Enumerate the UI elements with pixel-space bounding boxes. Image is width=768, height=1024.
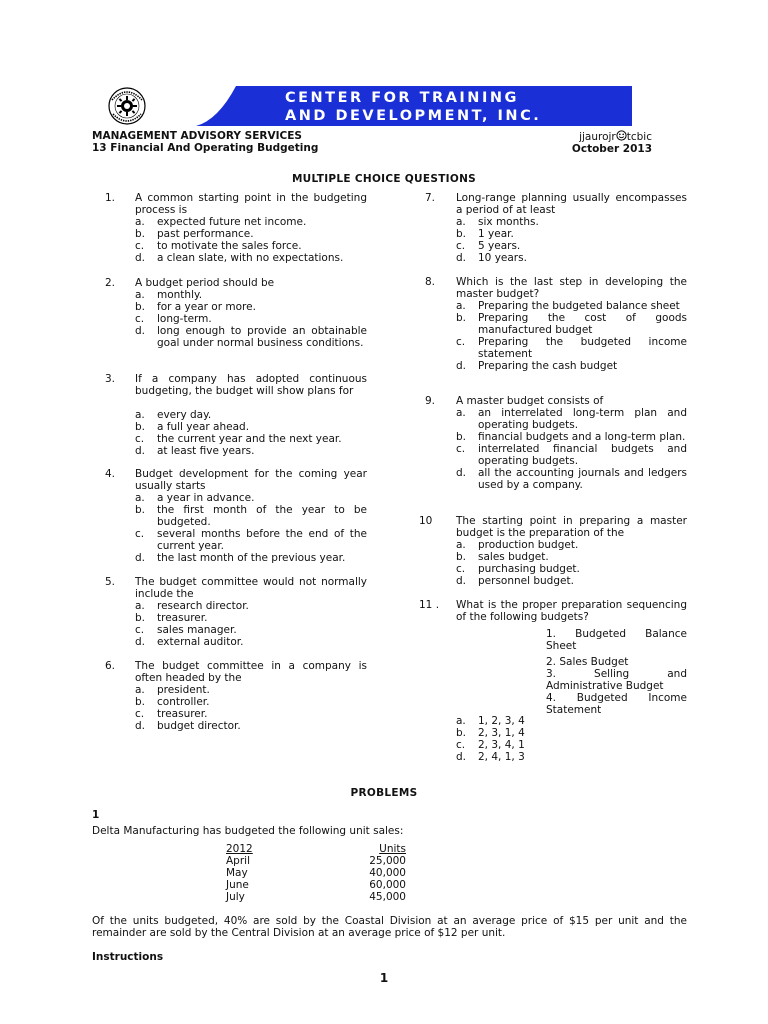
question-stem: The budget committee would not normally include the: [135, 576, 367, 600]
banner-line-2: AND DEVELOPMENT, INC.: [285, 108, 542, 124]
option: b. for a year or more.: [135, 301, 256, 313]
table-row: [226, 891, 406, 903]
option: c. several months before the end of the current year.: [135, 528, 367, 552]
question-stem: Budget development for the coming year usually starts: [135, 468, 367, 492]
budget-item: 4. Budgeted Income Statement: [546, 692, 687, 716]
option-list: [456, 300, 687, 372]
option: a. president.: [135, 684, 210, 696]
option-list: [456, 715, 687, 763]
author-suffix: tcbic: [626, 131, 652, 143]
document-heading: [92, 130, 318, 154]
table-row: [226, 855, 406, 867]
option: b. the first month of the year to be budgeted.: [135, 504, 367, 528]
option: c. sales manager.: [135, 624, 237, 636]
option-list: [456, 539, 687, 587]
author-prefix: jjaurojr: [579, 131, 616, 143]
ctdi-logo: [92, 86, 162, 126]
table-row: [226, 867, 406, 879]
option: d. external auditor.: [135, 636, 244, 648]
course-title: MANAGEMENT ADVISORY SERVICES: [92, 130, 302, 142]
option: c. interrelated financial budgets and operating budgets.: [456, 443, 687, 467]
option-list: [135, 289, 367, 349]
question-number: 9.: [425, 395, 436, 407]
question-number: 3.: [105, 373, 116, 385]
question-number: 1.: [105, 192, 116, 204]
option: d. all the accounting journals and ledgers used by a company.: [456, 467, 687, 491]
budget-item: 1. Budgeted Balance Sheet: [546, 628, 687, 652]
option-list: [135, 600, 367, 648]
option-list: [456, 216, 687, 264]
question-stem: What is the proper preparation sequencing of the following budgets?: [456, 599, 687, 623]
budget-item: 2. Sales Budget: [546, 656, 629, 668]
problem-number: 1: [92, 809, 100, 821]
author-id: [530, 130, 652, 143]
option: d. long enough to provide an obtainable goal under normal business conditions.: [135, 325, 367, 349]
instructions-heading: Instructions: [92, 951, 164, 963]
option: a. six months.: [456, 216, 539, 228]
question-number: 6.: [105, 660, 116, 672]
option-list: [135, 409, 367, 457]
problems-title: PROBLEMS: [350, 787, 418, 799]
option: d. 2, 4, 1, 3: [456, 751, 525, 763]
option: d. the last month of the previous year.: [135, 552, 346, 564]
budget-item: 3. Selling and Administrative Budget: [546, 668, 687, 692]
option: b. financial budgets and a long-term plan.: [456, 431, 686, 443]
budget-sequence-list: [546, 628, 687, 716]
month-cell: June: [226, 879, 249, 891]
banner-line-1: CENTER FOR TRAINING: [285, 90, 519, 106]
option-list: [135, 684, 367, 732]
option: b. past performance.: [135, 228, 254, 240]
question-stem: Which is the last step in developing the master budget?: [456, 276, 687, 300]
units-cell: 25,000: [369, 855, 406, 867]
table-header-row: [226, 843, 406, 855]
table-row: [226, 879, 406, 891]
option: a. Preparing the budgeted balance sheet: [456, 300, 680, 312]
units-cell: 60,000: [369, 879, 406, 891]
question-number: 7.: [425, 192, 436, 204]
option: a. 1, 2, 3, 4: [456, 715, 525, 727]
page-number: 1: [379, 971, 389, 985]
option: c. long-term.: [135, 313, 212, 325]
option: b. sales budget.: [456, 551, 549, 563]
question-stem: A master budget consists of: [456, 395, 604, 407]
question-stem: A common starting point in the budgeting process is: [135, 192, 367, 216]
option: a. research director.: [135, 600, 249, 612]
option: b. 2, 3, 1, 4: [456, 727, 525, 739]
question-stem: Long-range planning usually encompasses a period of at least: [456, 192, 687, 216]
month-cell: July: [226, 891, 245, 903]
question-stem: A budget period should be: [135, 277, 275, 289]
column-header-units: Units: [379, 843, 406, 855]
option-list: [135, 492, 367, 564]
option: a. every day.: [135, 409, 212, 421]
option: d. personnel budget.: [456, 575, 574, 587]
option: c. the current year and the next year.: [135, 433, 342, 445]
option-list: [456, 407, 687, 491]
smiley-icon: [616, 130, 627, 141]
column-header-year: 2012: [226, 843, 253, 855]
option: c. purchasing budget.: [456, 563, 580, 575]
option: d. budget director.: [135, 720, 241, 732]
month-cell: May: [226, 867, 248, 879]
option: b. controller.: [135, 696, 210, 708]
question-stem: If a company has adopted continuous budgeting, the budget will show plans for: [135, 373, 367, 397]
month-cell: April: [226, 855, 250, 867]
option: b. treasurer.: [135, 612, 208, 624]
question-number: 11 .: [419, 599, 440, 611]
problem-paragraph: Of the units budgeted, 40% are sold by the Coastal Division at an average price of $15 per unit and the remainder are sold by the Central Division at an average price of $12 per unit.: [92, 915, 687, 939]
option: d. Preparing the cash budget: [456, 360, 618, 372]
banner-title: [285, 89, 625, 125]
option: c. treasurer.: [135, 708, 208, 720]
mcq-title: MULTIPLE CHOICE QUESTIONS: [291, 173, 477, 185]
option: c. 5 years.: [456, 240, 521, 252]
option: d. a clean slate, with no expectations.: [135, 252, 344, 264]
question-number: 4.: [105, 468, 116, 480]
option: d. 10 years.: [456, 252, 527, 264]
option: c. to motivate the sales force.: [135, 240, 302, 252]
question-number: 5.: [105, 576, 116, 588]
problem-intro: Delta Manufacturing has budgeted the following unit sales:: [92, 825, 404, 837]
unit-sales-table: [226, 843, 406, 903]
question-number: 10: [419, 515, 433, 527]
option: c. 2, 3, 4, 1: [456, 739, 525, 751]
question-stem: The budget committee in a company is often headed by the: [135, 660, 367, 684]
question-stem: The starting point in preparing a master budget is the preparation of the: [456, 515, 687, 539]
topic-title: 13 Financial And Operating Budgeting: [92, 142, 319, 154]
option: a. an interrelated long-term plan and operating budgets.: [456, 407, 687, 431]
question-number: 8.: [425, 276, 436, 288]
option: d. at least five years.: [135, 445, 255, 457]
document-meta: [530, 130, 652, 155]
option: b. a full year ahead.: [135, 421, 250, 433]
option: b. 1 year.: [456, 228, 514, 240]
option: a. expected future net income.: [135, 216, 307, 228]
option: a. a year in advance.: [135, 492, 255, 504]
units-cell: 40,000: [369, 867, 406, 879]
question-number: 2.: [105, 277, 116, 289]
option: c. Preparing the budgeted income statement: [456, 336, 687, 360]
option: a. production budget.: [456, 539, 579, 551]
option: b. Preparing the cost of goods manufactured budget: [456, 312, 687, 336]
option-list: [135, 216, 367, 264]
document-date: October 2013: [571, 143, 652, 155]
option: a. monthly.: [135, 289, 203, 301]
units-cell: 45,000: [369, 891, 406, 903]
